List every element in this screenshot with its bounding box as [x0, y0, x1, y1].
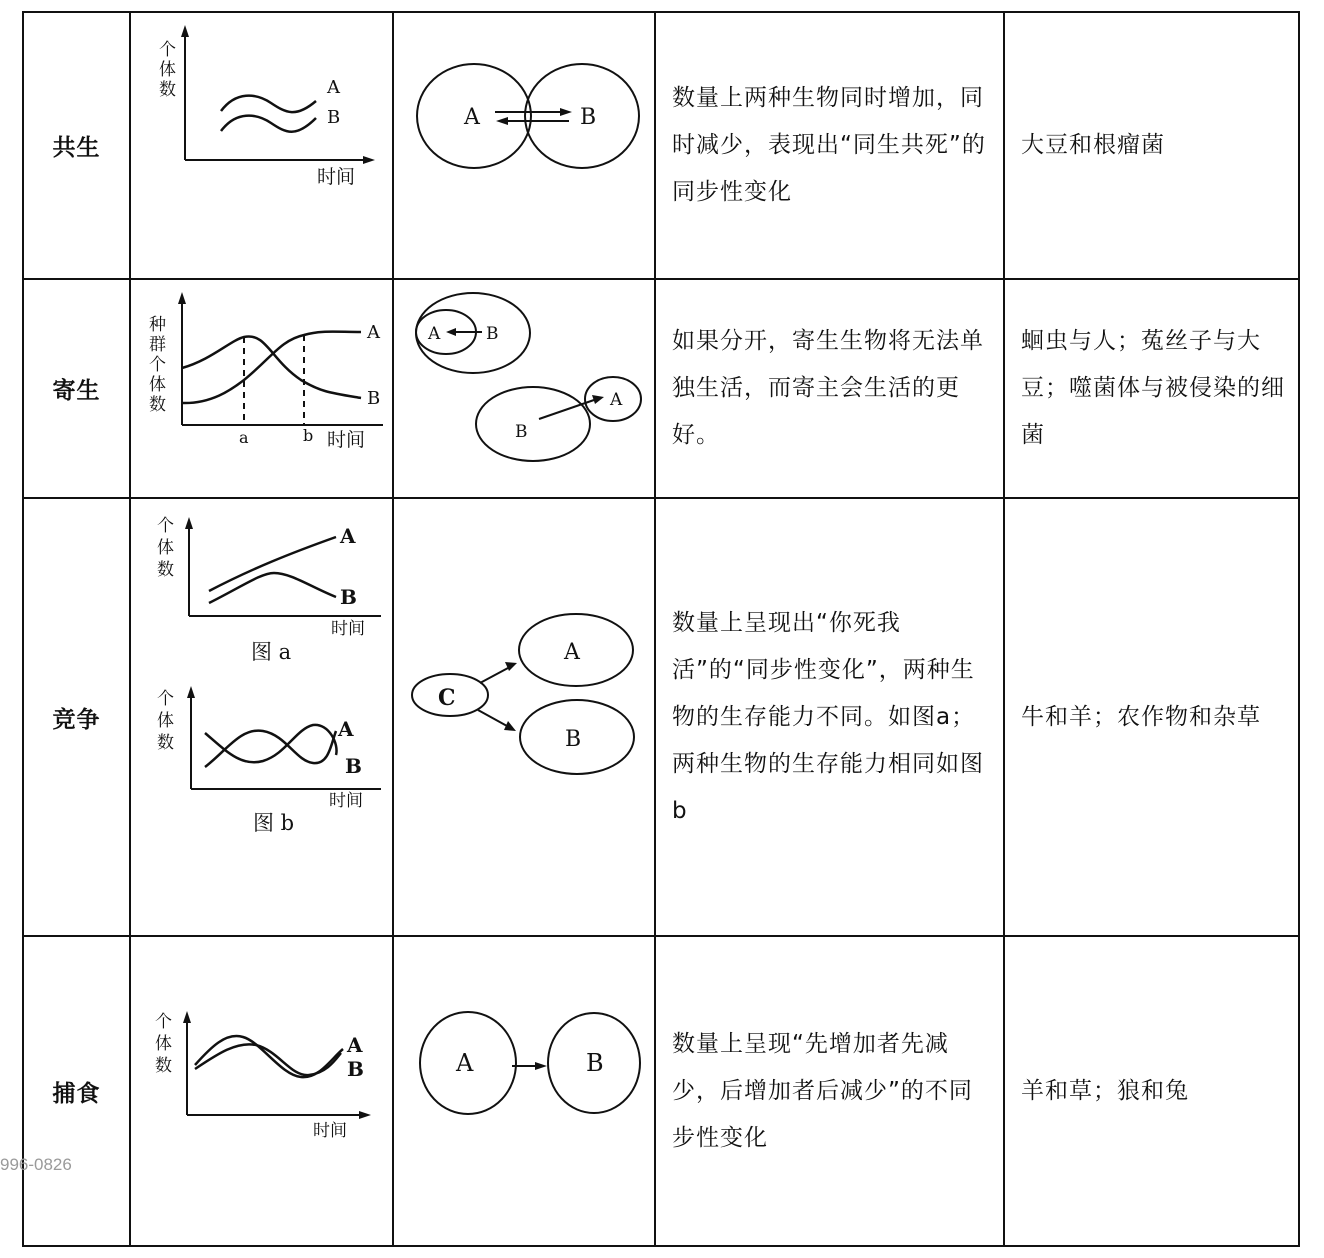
series-b-curve — [205, 725, 337, 762]
series-a-label: A — [338, 717, 354, 741]
x-axis-label: 时间 — [331, 619, 365, 639]
relation-diagram-cell — [393, 279, 655, 498]
relation-diagram-cell — [393, 12, 655, 279]
series-a-curve — [221, 96, 316, 113]
y-axis-label: 数 — [157, 733, 174, 753]
relation-examples: 牛和羊；农作物和杂草 — [1004, 498, 1299, 936]
table-row — [23, 936, 1299, 1246]
series-a-label: A — [347, 1033, 363, 1057]
watermark-text: 996-0826 — [0, 1155, 72, 1174]
relation-examples: 羊和草；狼和兔 — [1004, 936, 1299, 1246]
series-a-label: A — [367, 322, 380, 343]
y-axis-label: 体 — [159, 60, 176, 80]
y-axis-label: 个 — [159, 40, 176, 60]
mutualism-diagram — [394, 13, 656, 278]
population-graph-cell — [130, 936, 393, 1246]
organism-b: B — [580, 105, 597, 130]
y-axis-label: 数 — [159, 80, 176, 100]
y-axis-label: 个 — [149, 355, 166, 375]
x-axis-label: 时间 — [317, 166, 356, 188]
relation-examples: 蛔虫与人；菟丝子与大豆；噬菌体与被侵染的细菌 — [1004, 279, 1299, 498]
series-b-label: B — [327, 107, 341, 128]
mutualism-graph — [131, 13, 394, 278]
series-b-label: B — [345, 754, 362, 778]
y-axis-label: 数 — [155, 1056, 172, 1076]
organism-b: B — [565, 727, 582, 752]
parasitism-diagram — [394, 280, 656, 497]
series-a-curve — [205, 731, 336, 767]
organism-a: A — [610, 390, 623, 410]
relation-diagram-cell — [393, 936, 655, 1246]
series-b-label: B — [367, 388, 381, 409]
series-b-curve — [182, 336, 361, 398]
figure-a-caption: 图 a — [251, 640, 292, 664]
y-axis-label: 体 — [155, 1034, 172, 1054]
series-a-label: A — [340, 524, 356, 548]
y-axis-label: 群 — [149, 335, 166, 355]
table-row — [23, 12, 1299, 279]
series-b-curve — [221, 116, 316, 132]
organism-c: C — [438, 685, 456, 711]
y-axis-label: 个 — [157, 689, 174, 709]
organism-a: A — [464, 105, 480, 130]
series-b-label: B — [340, 585, 357, 609]
competition-diagram — [394, 499, 656, 935]
relation-description: 数量上呈现“先增加者先减少，后增加者后减少”的不同步性变化 — [655, 936, 1004, 1246]
organism-a: A — [428, 324, 441, 344]
y-axis-label: 数 — [157, 560, 174, 580]
tick-label-b: b — [303, 426, 314, 445]
y-axis-label: 体 — [157, 711, 174, 731]
population-graph-cell — [130, 12, 393, 279]
parasitism-graph — [131, 280, 394, 497]
x-axis-label: 时间 — [329, 791, 363, 811]
relation-examples: 大豆和根瘤菌 — [1004, 12, 1299, 279]
population-graph-cell — [130, 279, 393, 498]
y-axis-label: 个 — [155, 1012, 172, 1032]
relation-name: 捕食 — [23, 936, 130, 1246]
table-row — [23, 279, 1299, 498]
y-axis-label: 体 — [149, 375, 166, 395]
y-axis-label: 种 — [149, 315, 166, 335]
x-axis-label: 时间 — [327, 429, 366, 451]
relation-description: 数量上两种生物同时增加，同时减少，表现出“同生共死”的同步性变化 — [655, 12, 1004, 279]
relation-diagram-cell — [393, 498, 655, 936]
organism-b: B — [486, 324, 499, 344]
competition-graphs — [131, 499, 394, 935]
series-a-curve — [209, 537, 336, 591]
x-axis-label: 时间 — [313, 1121, 347, 1141]
organism-a: A — [456, 1049, 474, 1077]
relation-name: 共生 — [23, 12, 130, 279]
relation-description: 数量上呈现出“你死我活”的“同步性变化”，两种生物的生存能力不同。如图a；两种生物的生存能力相同如图 b — [655, 498, 1004, 936]
predation-graph — [131, 937, 394, 1245]
y-axis-label: 体 — [157, 538, 174, 558]
predation-diagram — [394, 937, 656, 1245]
y-axis-label: 个 — [157, 516, 174, 536]
organism-b: B — [586, 1049, 604, 1077]
relationship-table — [22, 11, 1300, 1247]
relation-description: 如果分开，寄生生物将无法单独生活，而寄主会生活的更好。 — [655, 279, 1004, 498]
series-a-label: A — [327, 77, 340, 98]
figure-b-caption: 图 b — [253, 811, 295, 835]
series-b-curve — [209, 573, 336, 603]
organism-a: A — [564, 640, 580, 665]
y-axis-label: 数 — [149, 395, 166, 415]
organism-b: B — [515, 422, 528, 442]
table-row — [23, 498, 1299, 936]
relation-name: 寄生 — [23, 279, 130, 498]
series-b-label: B — [347, 1057, 364, 1081]
relation-name: 竞争 — [23, 498, 130, 936]
tick-label-a: a — [239, 428, 249, 447]
population-graph-cell — [130, 498, 393, 936]
